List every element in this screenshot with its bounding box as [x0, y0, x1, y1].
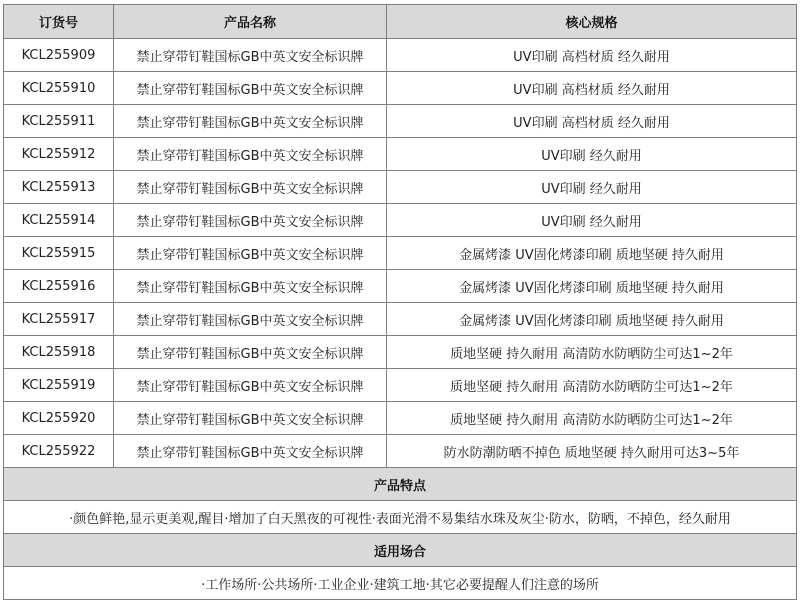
table-row: [4, 303, 797, 336]
table-row: [4, 171, 797, 204]
cell-order-no: KCL255912: [4, 138, 114, 171]
cell-product-name: 禁止穿带钉鞋国标GB中英文安全标识牌: [114, 72, 387, 105]
table-row: [4, 435, 797, 468]
features-title: 产品特点: [4, 468, 797, 501]
cell-product-name: 禁止穿带钉鞋国标GB中英文安全标识牌: [114, 402, 387, 435]
cell-order-no: KCL255915: [4, 237, 114, 270]
table-row: [4, 204, 797, 237]
cell-core-spec: 金属烤漆 UV固化烤漆印刷 质地坚硬 持久耐用: [387, 270, 797, 303]
cell-order-no: KCL255911: [4, 105, 114, 138]
cell-product-name: 禁止穿带钉鞋国标GB中英文安全标识牌: [114, 303, 387, 336]
features-text: ·颜色鲜艳,显示更美观,醒目·增加了白天黑夜的可视性·表面光滑不易集结水珠及灰尘·防水，防晒，不掉色，经久耐用: [4, 501, 797, 534]
cell-order-no: KCL255918: [4, 336, 114, 369]
cell-core-spec: UV印刷 经久耐用: [387, 204, 797, 237]
cell-core-spec: 金属烤漆 UV固化烤漆印刷 质地坚硬 持久耐用: [387, 303, 797, 336]
cell-product-name: 禁止穿带钉鞋国标GB中英文安全标识牌: [114, 171, 387, 204]
cell-product-name: 禁止穿带钉鞋国标GB中英文安全标识牌: [114, 138, 387, 171]
cell-order-no: KCL255916: [4, 270, 114, 303]
header-core-spec: 核心规格: [387, 5, 797, 39]
cell-core-spec: UV印刷 高档材质 经久耐用: [387, 72, 797, 105]
cell-core-spec: UV印刷 高档材质 经久耐用: [387, 105, 797, 138]
header-order-no: 订货号: [4, 5, 114, 39]
cell-order-no: KCL255910: [4, 72, 114, 105]
table-row: [4, 237, 797, 270]
cell-order-no: KCL255922: [4, 435, 114, 468]
header-row: [4, 5, 797, 39]
cell-product-name: 禁止穿带钉鞋国标GB中英文安全标识牌: [114, 369, 387, 402]
applications-title: 适用场合: [4, 534, 797, 567]
cell-core-spec: UV印刷 经久耐用: [387, 138, 797, 171]
cell-product-name: 禁止穿带钉鞋国标GB中英文安全标识牌: [114, 270, 387, 303]
table-row: [4, 369, 797, 402]
cell-order-no: KCL255909: [4, 39, 114, 72]
cell-order-no: KCL255920: [4, 402, 114, 435]
cell-order-no: KCL255917: [4, 303, 114, 336]
features-header-row: [4, 468, 797, 501]
applications-header-row: [4, 534, 797, 567]
table-row: [4, 402, 797, 435]
table-body: [4, 39, 797, 600]
table-row: [4, 72, 797, 105]
features-body-row: [4, 501, 797, 534]
table-row: [4, 270, 797, 303]
table-row: [4, 39, 797, 72]
cell-order-no: KCL255913: [4, 171, 114, 204]
product-spec-table: [3, 4, 797, 600]
cell-product-name: 禁止穿带钉鞋国标GB中英文安全标识牌: [114, 204, 387, 237]
header-product-name: 产品名称: [114, 5, 387, 39]
cell-product-name: 禁止穿带钉鞋国标GB中英文安全标识牌: [114, 105, 387, 138]
cell-order-no: KCL255919: [4, 369, 114, 402]
cell-product-name: 禁止穿带钉鞋国标GB中英文安全标识牌: [114, 336, 387, 369]
cell-core-spec: UV印刷 经久耐用: [387, 171, 797, 204]
cell-product-name: 禁止穿带钉鞋国标GB中英文安全标识牌: [114, 435, 387, 468]
cell-product-name: 禁止穿带钉鞋国标GB中英文安全标识牌: [114, 237, 387, 270]
table-header: [4, 5, 797, 39]
cell-order-no: KCL255914: [4, 204, 114, 237]
table-row: [4, 105, 797, 138]
applications-body-row: [4, 567, 797, 600]
cell-core-spec: 金属烤漆 UV固化烤漆印刷 质地坚硬 持久耐用: [387, 237, 797, 270]
table-row: [4, 138, 797, 171]
cell-core-spec: 质地坚硬 持久耐用 高清防水防晒防尘可达1~2年: [387, 336, 797, 369]
cell-core-spec: UV印刷 高档材质 经久耐用: [387, 39, 797, 72]
cell-core-spec: 防水防潮防晒不掉色 质地坚硬 持久耐用可达3~5年: [387, 435, 797, 468]
table-row: [4, 336, 797, 369]
cell-core-spec: 质地坚硬 持久耐用 高清防水防晒防尘可达1~2年: [387, 369, 797, 402]
applications-text: ·工作场所·公共场所·工业企业·建筑工地·其它必要提醒人们注意的场所: [4, 567, 797, 600]
cell-product-name: 禁止穿带钉鞋国标GB中英文安全标识牌: [114, 39, 387, 72]
cell-core-spec: 质地坚硬 持久耐用 高清防水防晒防尘可达1~2年: [387, 402, 797, 435]
